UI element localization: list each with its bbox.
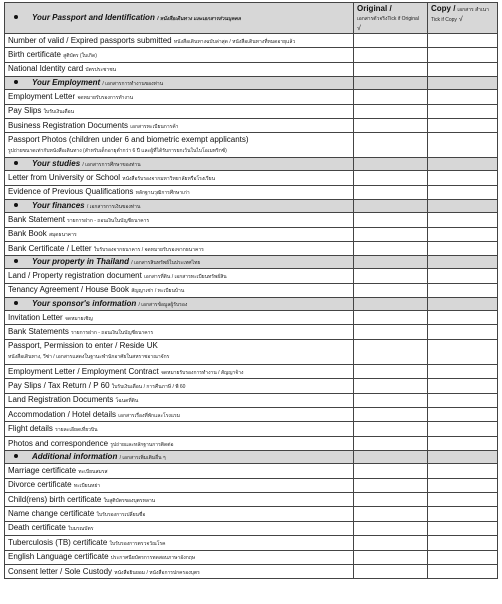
section-blank-cell — [428, 77, 498, 90]
copy-tick-cell[interactable] — [428, 104, 498, 118]
bullet-icon — [14, 80, 18, 84]
thai-translation: / เอกสารการทำงานของท่าน — [102, 81, 164, 88]
thai-translation: เอกสารที่ดิน / เอกสารทะเบียนทรัพย์สิน — [144, 273, 227, 280]
section-header-row — [5, 77, 498, 90]
copy-tick-cell[interactable] — [428, 62, 498, 76]
original-tick-cell[interactable] — [354, 379, 428, 393]
copy-tick-cell[interactable] — [428, 550, 498, 564]
copy-tick-cell[interactable] — [428, 436, 498, 450]
thai-translation: หลักฐานวุฒิการศึกษาเก่า — [135, 190, 190, 197]
thai-translation: สัญญาเช่า / ทะเบียนบ้าน — [131, 288, 185, 295]
original-tick-cell[interactable] — [354, 171, 428, 185]
document-label-cell — [5, 564, 354, 578]
document-label-cell — [5, 422, 354, 436]
copy-tick-cell[interactable] — [428, 325, 498, 339]
original-tick-cell[interactable] — [354, 185, 428, 199]
section-header-row — [5, 298, 498, 311]
document-label: English Language certificate — [8, 552, 109, 562]
document-label: Child(rens) birth certificate — [8, 494, 102, 504]
document-label-cell — [5, 521, 354, 535]
tick-icon: √ — [458, 16, 463, 23]
checklist-row — [5, 364, 498, 378]
section-header-row — [5, 451, 498, 464]
copy-tick-cell[interactable] — [428, 464, 498, 478]
section-title: Your sponsor's information — [32, 299, 137, 309]
thai-translation: จดหมายรับรองการทำงาน — [77, 94, 134, 101]
section-blank-cell — [354, 451, 428, 464]
section-header-row — [5, 256, 498, 269]
document-label-cell — [5, 550, 354, 564]
thai-translation: ใบมรณบัตร — [68, 526, 94, 533]
thai-translation: โฉนดที่ดิน — [115, 398, 139, 405]
document-label-cell — [5, 379, 354, 393]
original-tick-cell[interactable] — [354, 283, 428, 297]
bullet-icon — [14, 15, 18, 19]
section-blank-cell — [428, 298, 498, 311]
thai-translation: ใบรับรองการตรวจวัณโรค — [109, 540, 166, 547]
checklist-row — [5, 171, 498, 185]
header-title-cell — [5, 3, 354, 34]
thai-translation: ใบรับเงินเดือน / การคืนภาษี / พี 60 — [111, 383, 186, 390]
original-tick-cell[interactable] — [354, 90, 428, 104]
copy-tick-cell[interactable] — [428, 171, 498, 185]
document-label-cell — [5, 283, 354, 297]
document-label: Death certificate — [8, 523, 66, 533]
bullet-icon — [14, 161, 18, 165]
thai-translation: รูปถ่ายและหลักฐานการติดต่อ — [110, 441, 174, 448]
document-label: Photos and correspondence — [8, 438, 109, 448]
section-blank-cell — [428, 451, 498, 464]
document-label-cell — [5, 478, 354, 492]
copy-tick-cell[interactable] — [428, 241, 498, 255]
checklist-row — [5, 185, 498, 199]
copy-tick-cell[interactable] — [428, 213, 498, 227]
section-title: Additional information — [32, 452, 118, 462]
thai-translation: รายละเอียดเที่ยวบิน — [55, 427, 98, 434]
checklist-row — [5, 118, 498, 132]
document-label: Name change certificate — [8, 509, 95, 519]
document-label: Bank Statement — [8, 214, 65, 224]
checklist-row — [5, 283, 498, 297]
checklist-row — [5, 536, 498, 550]
section-blank-cell — [428, 256, 498, 269]
original-column-header — [354, 3, 428, 34]
original-tick-cell[interactable] — [354, 478, 428, 492]
copy-column-header — [428, 3, 498, 34]
original-tick-cell[interactable] — [354, 393, 428, 407]
copy-tick-cell[interactable] — [428, 521, 498, 535]
checklist-row — [5, 104, 498, 118]
thai-translation: ประกาศนียบัตรการทดสอบภาษาอังกฤษ — [110, 555, 196, 562]
document-label: National Identity card — [8, 64, 84, 74]
original-tick-cell[interactable] — [354, 422, 428, 436]
checklist-row — [5, 408, 498, 422]
document-label-cell — [5, 62, 354, 76]
document-label-cell — [5, 34, 354, 48]
document-label: Bank Statements — [8, 327, 69, 337]
document-label: Invitation Letter — [8, 312, 63, 322]
section-blank-cell — [428, 200, 498, 213]
document-label: Tenancy Agreement / House Book — [8, 285, 129, 295]
document-label-cell — [5, 185, 354, 199]
document-label-cell — [5, 241, 354, 255]
checklist-table — [4, 2, 498, 579]
checklist-row — [5, 564, 498, 578]
thai-translation: เอกสารเรื่องที่พักและโรงแรม — [118, 412, 181, 419]
document-label-cell — [5, 339, 354, 364]
document-label-cell — [5, 48, 354, 62]
bullet-icon — [14, 301, 18, 305]
document-label: Birth certificate — [8, 50, 61, 60]
original-tick-cell[interactable] — [354, 34, 428, 48]
original-label: Original / — [357, 4, 392, 13]
original-tick-cell[interactable] — [354, 464, 428, 478]
copy-tick-cell[interactable] — [428, 90, 498, 104]
checklist-row — [5, 311, 498, 325]
copy-tick-cell[interactable] — [428, 227, 498, 241]
document-checklist — [4, 2, 497, 579]
copy-label: Copy / — [431, 4, 456, 13]
copy-tick-cell[interactable] — [428, 311, 498, 325]
original-tick-cell[interactable] — [354, 227, 428, 241]
copy-tick-cell[interactable] — [428, 422, 498, 436]
document-label: Employment Letter — [8, 91, 76, 101]
checklist-row — [5, 464, 498, 478]
thai-translation: สมุดธนาคาร — [48, 232, 77, 239]
copy-tick-cell[interactable] — [428, 48, 498, 62]
copy-tick-cell[interactable] — [428, 564, 498, 578]
original-tick-cell[interactable] — [354, 104, 428, 118]
document-label: Bank Book — [8, 229, 47, 239]
document-label-cell — [5, 536, 354, 550]
checklist-row — [5, 521, 498, 535]
checklist-row — [5, 90, 498, 104]
document-label-cell — [5, 171, 354, 185]
thai-translation: บัตรประชาชน — [85, 67, 117, 74]
copy-tick-cell[interactable] — [428, 133, 498, 158]
copy-tick-cell[interactable] — [428, 379, 498, 393]
original-tick-cell[interactable] — [354, 492, 428, 506]
original-tick-cell[interactable] — [354, 62, 428, 76]
document-label-cell — [5, 436, 354, 450]
document-label: Employment Letter / Employment Contract — [8, 366, 159, 376]
thai-translation: ใบรับรองการเปลี่ยนชื่อ — [96, 512, 146, 519]
original-sub: เอกสารตัวจริงTick if Original — [357, 16, 419, 22]
checklist-row — [5, 227, 498, 241]
thai-translation: รูปถ่ายขนาดเท่ากับหนังสือเดินทาง (สำหรับเด็กอายุต่ำกว่า 6 ปี และผู้ที่ได้รับการยกเว้นในไบโอเมทริกซ์) — [8, 147, 227, 154]
document-label: Land / Property registration document — [8, 270, 142, 280]
document-label-cell — [5, 311, 354, 325]
original-tick-cell[interactable] — [354, 564, 428, 578]
checklist-row — [5, 34, 498, 48]
copy-tick-cell[interactable] — [428, 536, 498, 550]
section-blank-cell — [428, 158, 498, 171]
original-tick-cell[interactable] — [354, 436, 428, 450]
document-label-cell — [5, 492, 354, 506]
bullet-icon — [14, 259, 18, 263]
thai-translation: หนังสือยินยอม / หนังสือการปกครองบุตร — [114, 569, 200, 576]
checklist-row — [5, 269, 498, 283]
document-label-cell — [5, 104, 354, 118]
checklist-row — [5, 393, 498, 407]
thai-translation: จดหมายรับรองการทำงาน / สัญญาจ้าง — [160, 369, 244, 376]
original-tick-cell[interactable] — [354, 325, 428, 339]
document-label: Divorce certificate — [8, 480, 72, 490]
document-label-cell — [5, 408, 354, 422]
checklist-row — [5, 241, 498, 255]
thai-translation: หนังสือรับรองจากมหาวิทยาลัยหรือโรงเรียน — [122, 176, 216, 183]
section-title: Your finances — [32, 201, 85, 211]
copy-tick-cell[interactable] — [428, 393, 498, 407]
document-label-cell — [5, 118, 354, 132]
copy-tick-cell[interactable] — [428, 339, 498, 364]
original-tick-cell[interactable] — [354, 536, 428, 550]
original-tick-cell[interactable] — [354, 550, 428, 564]
document-label: Evidence of Previous Qualifications — [8, 187, 134, 197]
checklist-row — [5, 379, 498, 393]
section-header-row — [5, 200, 498, 213]
document-label-cell — [5, 269, 354, 283]
bullet-icon — [14, 454, 18, 458]
thai-translation: / เอกสารการเงินของท่าน — [86, 204, 141, 211]
thai-translation: หนังสือเดินทางฉบับล่าสุด / หนังสือเดินทางที่หมดอายุแล้ว — [173, 38, 296, 45]
thai-translation: ใบรับเงินเดือน — [43, 109, 75, 116]
checklist-row — [5, 507, 498, 521]
copy-tick-cell[interactable] — [428, 492, 498, 506]
section-title-cell — [5, 77, 354, 90]
section-header-row — [5, 158, 498, 171]
thai-translation: เอกสารทะเบียนการค้า — [130, 123, 179, 130]
original-tick-cell[interactable] — [354, 364, 428, 378]
original-tick-cell[interactable] — [354, 408, 428, 422]
header-title: Your Passport and Identification — [32, 13, 155, 22]
document-label: Passport Photos (children under 6 and biometric exempt applicants) — [8, 134, 249, 144]
thai-translation: / เอกสารเพิ่มเติมอื่น ๆ — [119, 455, 166, 462]
checklist-row — [5, 62, 498, 76]
section-blank-cell — [354, 158, 428, 171]
checklist-row — [5, 436, 498, 450]
copy-tick-cell[interactable] — [428, 283, 498, 297]
document-label-cell — [5, 364, 354, 378]
document-label: Consent letter / Sole Custody — [8, 566, 113, 576]
bullet-icon — [14, 203, 18, 207]
section-blank-cell — [354, 256, 428, 269]
copy-tick-cell[interactable] — [428, 118, 498, 132]
section-title-cell — [5, 451, 354, 464]
copy-tick-cell[interactable] — [428, 364, 498, 378]
thai-translation: / เอกสารข้อมูลผู้รับรอง — [138, 302, 188, 309]
document-label: Pay Slips / Tax Return / P 60 — [8, 380, 110, 390]
original-tick-cell[interactable] — [354, 213, 428, 227]
document-label-cell — [5, 464, 354, 478]
thai-translation: รายการฝาก - ถอนเงินในบัญชีธนาคาร — [71, 330, 154, 337]
section-blank-cell — [354, 77, 428, 90]
tick-icon: √ — [357, 25, 361, 32]
thai-translation: สูติบัตร (ใบเกิด) — [63, 53, 97, 60]
document-label-cell — [5, 507, 354, 521]
checklist-row — [5, 478, 498, 492]
document-label: Number of valid / Expired passports submitted — [8, 35, 172, 45]
section-blank-cell — [354, 298, 428, 311]
original-tick-cell[interactable] — [354, 507, 428, 521]
copy-tick-cell[interactable] — [428, 507, 498, 521]
original-tick-cell[interactable] — [354, 241, 428, 255]
original-tick-cell[interactable] — [354, 133, 428, 158]
document-label: Passport, Permission to enter / Reside UK — [8, 341, 158, 351]
copy-tick-cell[interactable] — [428, 34, 498, 48]
document-label-cell — [5, 325, 354, 339]
header-row — [5, 3, 498, 34]
checklist-row — [5, 550, 498, 564]
section-title-cell — [5, 298, 354, 311]
document-label-cell — [5, 90, 354, 104]
original-tick-cell[interactable] — [354, 521, 428, 535]
section-title-cell — [5, 256, 354, 269]
checklist-row — [5, 213, 498, 227]
section-title-cell — [5, 158, 354, 171]
document-label: Business Registration Documents — [8, 120, 129, 130]
checklist-row — [5, 492, 498, 506]
section-blank-cell — [354, 200, 428, 213]
thai-translation: ทะเบียนสมรส — [78, 468, 108, 475]
section-title: Your Employment — [32, 78, 101, 88]
checklist-row — [5, 339, 498, 364]
section-title-cell — [5, 200, 354, 213]
original-tick-cell[interactable] — [354, 269, 428, 283]
document-label-cell — [5, 133, 354, 158]
document-label: Land Registration Documents — [8, 395, 114, 405]
original-tick-cell[interactable] — [354, 118, 428, 132]
copy-tick-cell[interactable] — [428, 269, 498, 283]
checklist-row — [5, 325, 498, 339]
copy-tick-cell[interactable] — [428, 478, 498, 492]
header-title-sub: / หนังสือเดินทาง และเอกสารส่วนบุคคล — [157, 16, 241, 22]
checklist-row — [5, 48, 498, 62]
document-label: Flight details — [8, 424, 53, 434]
checklist-row — [5, 133, 498, 158]
original-tick-cell[interactable] — [354, 48, 428, 62]
copy-tick-cell[interactable] — [428, 408, 498, 422]
thai-translation: ทะเบียนหย่า — [73, 483, 101, 490]
thai-translation: รายการฝาก - ถอนเงินในบัญชีธนาคาร — [67, 217, 150, 224]
document-label: Marriage certificate — [8, 465, 77, 475]
thai-translation: จดหมายเชิญ — [64, 315, 93, 322]
section-title: Your property in Thailand — [32, 257, 130, 267]
thai-translation: / เอกสารสินทรัพย์ในประเทศไทย — [131, 260, 201, 267]
document-label-cell — [5, 213, 354, 227]
copy-sub: เอกสาร สำเนา Tick if Copy — [431, 7, 489, 23]
copy-tick-cell[interactable] — [428, 185, 498, 199]
document-label: Bank Certificate / Letter — [8, 243, 92, 253]
original-tick-cell[interactable] — [354, 311, 428, 325]
document-label-cell — [5, 227, 354, 241]
document-label: Tuberculosis (TB) certificate — [8, 537, 108, 547]
thai-translation: ใบรับรองจากธนาคาร / จดหมายรับรองจากธนาคาร — [93, 246, 204, 253]
thai-translation: หนังสือเดินทาง, วีซ่า / เอกสารแสดงในฐานะพำนักอาศัยในสหราชอาณาจักร — [8, 354, 170, 361]
checklist-row — [5, 422, 498, 436]
thai-translation: ใบสูติบัตรของบุตรหลาน — [103, 497, 156, 504]
document-label: Accommodation / Hotel details — [8, 409, 117, 419]
section-title: Your studies — [32, 159, 81, 169]
document-label-cell — [5, 393, 354, 407]
document-label: Pay Slips — [8, 106, 42, 116]
document-label: Letter from University or School — [8, 173, 121, 183]
thai-translation: / เอกสารการศึกษาของท่าน — [82, 162, 141, 169]
original-tick-cell[interactable] — [354, 339, 428, 364]
